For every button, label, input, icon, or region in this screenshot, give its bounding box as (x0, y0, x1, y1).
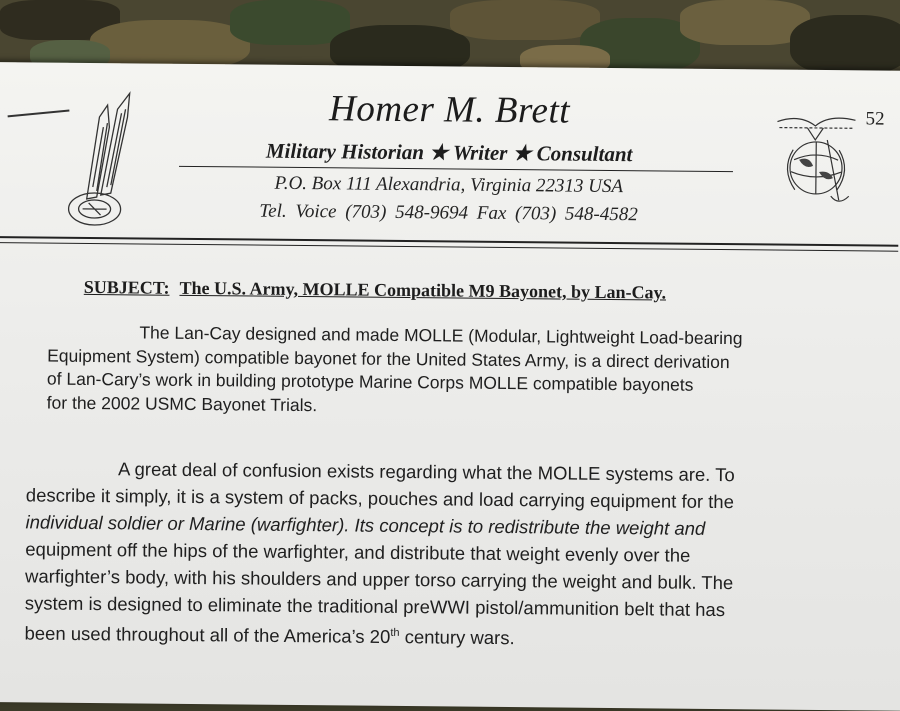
letterhead-name: Homer M. Brett (328, 88, 571, 132)
letterhead-phone: Tel. Voice (703) 548-9694 Fax (703) 548-4582 (259, 200, 638, 226)
eagle-globe-anchor-icon (769, 109, 865, 210)
paragraph-1-line: Equipment System) compatible bayonet for the United States Army, is a direct derivation (47, 345, 730, 372)
subject-line (84, 277, 666, 304)
header-rule-thick (0, 236, 898, 247)
paragraph-2-line: equipment off the hips of the warfighter, and distribute that weight evenly over the (25, 538, 691, 566)
paragraph-2-line: describe it simply, it is a system of packs, pouches and load carrying equipment for the (25, 484, 735, 513)
paragraph-1-line: of Lan-Cary’s work in building prototype Marine Corps MOLLE compatible bayonets (46, 368, 694, 395)
ordinal-superscript: th (390, 626, 400, 639)
paragraph-2 (24, 454, 734, 653)
page-number: 52 (865, 108, 885, 130)
document-sheet (0, 62, 900, 711)
paragraph-2-line: A great deal of confusion exists regarding what the MOLLE systems are. To (118, 458, 735, 486)
subject-label: SUBJECT: (83, 276, 170, 298)
winged-emblem-icon (56, 87, 141, 228)
paragraph-2-line: system is designed to eliminate the traditional preWWI pistol/ammunition belt that has (24, 592, 726, 621)
subject-text: The U.S. Army, MOLLE Compatible M9 Bayonet, by Lan-Cay. (179, 277, 667, 303)
last-line-end: century wars. (399, 626, 515, 649)
letterhead-subtitle: Military Historian ★ Writer ★ Consultant (265, 138, 633, 167)
paragraph-2-line: warfighter’s body, with his shoulders and upper torso carrying the weight and bulk. The (24, 565, 734, 594)
letterhead-address: P.O. Box 111 Alexandria, Virginia 22313 USA (274, 172, 624, 198)
paragraph-1-line: The Lan-Cay designed and made MOLLE (Modular, Lightweight Load-bearing (139, 322, 743, 349)
paragraph-1-line: for the 2002 USMC Bayonet Trials. (46, 392, 318, 415)
last-line-text: been used throughout all of the America’s 20 (24, 622, 391, 648)
paragraph-2-line: individual soldier or Marine (warfighter). Its concept is to redistribute the weight and (25, 511, 706, 539)
paragraph-1 (47, 321, 743, 422)
